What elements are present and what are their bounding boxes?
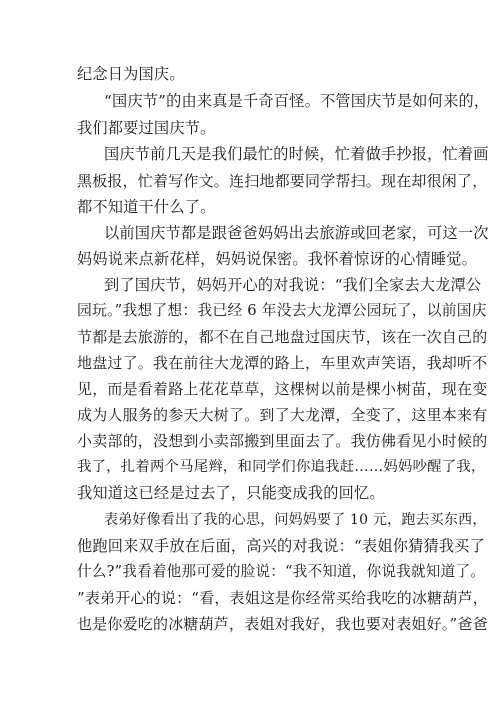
text-line: 小卖部的，没想到小卖部搬到里面去了。我仿佛看见小时候的	[77, 432, 488, 450]
text-line: 纪念日为国庆。	[77, 65, 185, 83]
text-line: 妈妈说来点新花样，妈妈说保密。我怀着惊讶的心情睡觉。	[77, 250, 478, 268]
text-line: 见，而是看着路上花花草草，这棵树以前是棵小树苗，现在变	[77, 380, 488, 398]
text-line: 到了国庆节，妈妈开心的对我说：“我们全家去大龙潭公	[104, 276, 482, 294]
text-line: 什么?”我看着他那可爱的脸说：“我不知道，你说我就知道了。	[77, 563, 485, 580]
text-line: 园玩。”我想了想：我已经 6 年没去大龙潭公园玩了，以前国庆	[77, 302, 487, 319]
text-line: 也是你爱吃的冰糖葫芦，表姐对我好，我也要对表姐好。”爸爸	[77, 615, 488, 633]
text-line: 我了，扎着两个马尾辫，和同学们你追我赶……妈妈吵醒了我，	[77, 459, 486, 475]
text-line: 表弟好像看出了我的心思，问妈妈要了 10 元，跑去买东西，	[104, 512, 487, 528]
text-line: 成为人服务的参天大树了。到了大龙潭，全变了，这里本来有	[77, 406, 488, 424]
text-line: 节都是去旅游的，都不在自己地盘过国庆节，该在一次自己的	[77, 328, 488, 346]
text-line: “国庆节”的由来真是千奇百怪。不管国庆节是如何来的，	[104, 92, 490, 110]
text-line: 以前国庆节都是跟爸爸妈妈出去旅游或回老家，可这一次	[104, 224, 489, 242]
text-line: 黑板报，忙着写作文。连扫地都要同学帮扫。现在却很闲了，	[77, 172, 488, 190]
text-line: 地盘过了。我在前往大龙潭的路上，车里欢声笑语，我却听不	[77, 354, 488, 372]
text-line: 我知道这已经是过去了，只能变成我的回忆。	[77, 484, 385, 502]
text-line: ”表弟开心的说：“看，表姐这是你经常买给我吃的冰糖葫芦，	[77, 589, 488, 607]
text-line: 他跑回来双手放在后面，高兴的对我说：“表姐你猜猜我买了	[77, 537, 486, 555]
text-line: 都不知道干什么了。	[77, 198, 216, 216]
text-line: 国庆节前几天是我们最忙的时候，忙着做手抄报，忙着画	[104, 145, 489, 163]
text-line: 我们都要过国庆节。	[77, 119, 216, 137]
